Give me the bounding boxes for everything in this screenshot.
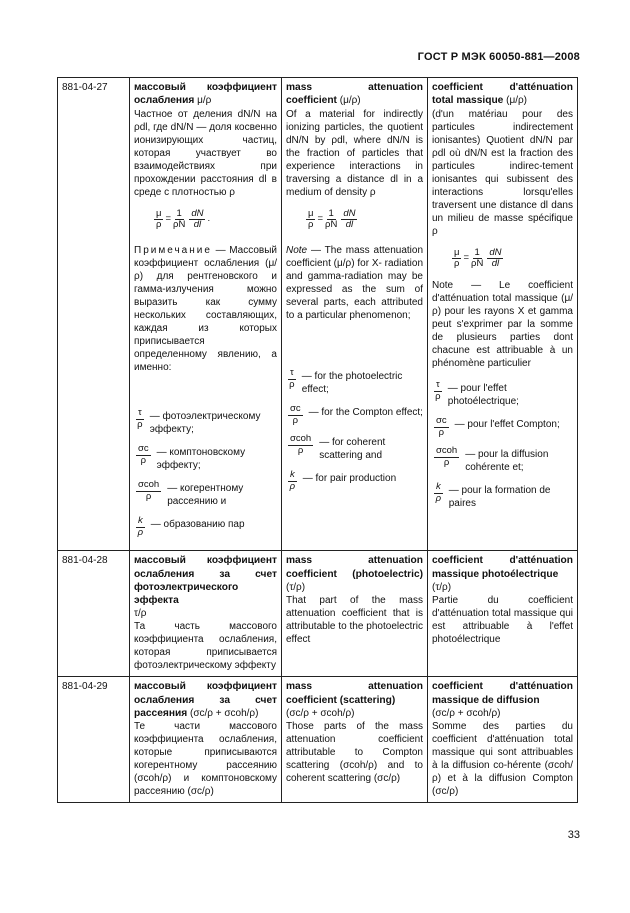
- ru-term: массовый коэффициент ослабления за счет рассеяния: [134, 681, 277, 719]
- list-item: $\frac{\tau}{\rho}$ — for the photoelectric effect;: [289, 367, 403, 396]
- ru-symbol: μ/ρ: [197, 95, 212, 107]
- fr-symbol: (τ/ρ): [432, 581, 452, 593]
- fr-items: [432, 380, 573, 510]
- table-row: [58, 677, 578, 803]
- list-item: $\frac{\text{σcoh}}{\rho}$ — pour la diffusion cohérente et;: [436, 445, 549, 474]
- ru-symbol: τ/ρ: [134, 608, 147, 620]
- en-note-label: Note: [286, 245, 308, 257]
- list-item: $\frac{k}{\rho}$ — pour la formation de paires: [435, 481, 551, 510]
- fr-term: coefficient d'atténuation total massique: [432, 82, 573, 107]
- table-row: [58, 551, 578, 677]
- ru-note-label: Примечание: [134, 245, 212, 257]
- fr-term: coefficient d'atténuation massique photoélectrique: [432, 555, 573, 580]
- en-symbol: (σc/ρ + σcoh/ρ): [286, 707, 355, 719]
- fr-symbol: (σc/ρ + σcoh/ρ): [432, 707, 501, 719]
- term-id: 881-04-27: [62, 82, 108, 93]
- list-item: $\frac{\sigma c}{\rho}$ — комптоновскому эффекту;: [138, 443, 246, 472]
- list-item: $\frac{\tau}{\rho}$ — фотоэлектрическому эффекту;: [137, 407, 261, 436]
- list-item: $\frac{k}{\rho}$ — for pair production: [289, 469, 397, 492]
- fr-note-label: Note: [432, 280, 454, 292]
- en-term: mass attenuation coefficient (photoelectric): [286, 555, 423, 580]
- standard-header: ГОСТ Р МЭК 60050-881—2008: [417, 51, 580, 63]
- ru-symbol: (σc/ρ + σcoh/ρ): [189, 707, 259, 719]
- en-note: — The mass attenuation coefficient (μ/ρ) for X- radiation and gamma-radiation may be expressed as the sum of several parts, each attributed to a particular phenomenon;: [286, 245, 424, 322]
- term-id: 881-04-29: [62, 681, 108, 693]
- list-item: $\frac{\text{σcoh}}{\rho}$ — for coherent scattering and: [290, 433, 386, 462]
- en-cell: [282, 78, 428, 551]
- fr-symbol: (μ/ρ): [506, 95, 528, 107]
- fr-cell: [428, 78, 578, 551]
- list-item: $\frac{\sigma c}{\rho}$ — pour l'effet Compton;: [436, 415, 560, 438]
- en-definition: Those parts of the mass attenuation coefficient attributable to Compton scattering (σcoh/ρ) and to coherent scattering (σc/ρ): [286, 720, 423, 784]
- list-item: $\frac{\tau}{\rho}$ — pour l'effet photoélectrique;: [435, 379, 519, 408]
- en-formula: $\frac{\mu}{\rho}$ = $\frac{1}{\rho N}$ $\frac{dN}{dl}$: [308, 207, 356, 230]
- fr-formula: $\frac{\mu}{\rho}$ = $\frac{1}{\rho N}$ $\frac{dN}{dl}$: [454, 246, 502, 269]
- en-symbol: (τ/ρ): [286, 581, 306, 593]
- en-term: mass attenuation coefficient: [286, 82, 423, 107]
- fr-definition: (d'un matériau pour des particules indirectement ionisantes) Quotient dN/N par ρdl où dN/N est la fraction des particules indirec-tement ionisantes qui subissent des interactions lorsqu'elles traversent une distance dl dans un milieu de masse spécifique ρ: [432, 108, 573, 237]
- list-item: $\frac{\sigma c}{\rho}$ — for the Compton effect;: [290, 403, 423, 426]
- term-id-cell: [58, 78, 130, 551]
- fr-term: coefficient d'atténuation massique de diffusion: [432, 681, 573, 706]
- en-definition: Of a material for indirectly ionizing particles, the quotient dN/N by ρdl, where dN/N is the fraction of particles that experience interactions in traversing a distance dl in a medium of density ρ: [286, 108, 423, 198]
- ru-formula: $\frac{\mu}{\rho}$ = $\frac{1}{\rho N}$ $\frac{dN}{dl}$ .: [156, 207, 211, 230]
- ru-definition: Те части массового коэффициента ослабления, которые приписываются когерентному рассеянию (σcoh/ρ) и комптоновскому рассеянию (σc/ρ): [134, 721, 277, 797]
- ru-term: массовый коэффициент ослабления: [134, 82, 277, 107]
- list-item: $\frac{\text{σcoh}}{\rho}$ — когерентному рассеянию и: [138, 479, 244, 508]
- terms-table: [57, 77, 578, 803]
- list-item: $\frac{k}{\rho}$ — образованию пар: [137, 515, 245, 538]
- ru-definition: Та часть массового коэффициента ослабления, которая приписывается фотоэлектрическому эффекту: [134, 621, 277, 672]
- fr-definition: Partie du coefficient d'atténuation total massique qui est attribuable à l'effet photoélectrique: [432, 594, 573, 645]
- page-number: 33: [567, 829, 580, 841]
- en-symbol: (μ/ρ): [339, 95, 361, 107]
- en-items: [286, 368, 423, 492]
- ru-definition: Частное от деления dN/N на ρdl, где dN/N — доля косвенно ионизирующих частиц, которая участвует во взаимодействиях при прохождении расстояния dl в среде с плотностью ρ: [134, 108, 277, 198]
- ru-note: — Массовый коэффициент ослабления (μ/ρ) для рентгеновского и гамма-излучения можно выразить как сумму нескольких составляющих, каждая из которых приписывается определенному явлению, а именно:: [134, 245, 277, 374]
- ru-term: массовый коэффициент ослабления за счет фотоэлектрического эффекта: [134, 555, 277, 606]
- en-definition: That part of the mass attenuation coefficient that is attributable to the photoelectric effect: [286, 594, 423, 645]
- fr-note: — Le coefficient d'atténuation total massique (μ/ρ) pour les rayons X et gamma peut s'exprimer par la somme de plusieurs parties dont chacune est attribuable à un phénomène particulier: [432, 280, 573, 370]
- ru-cell: [130, 78, 282, 551]
- term-id: 881-04-28: [62, 555, 108, 567]
- fr-definition: Somme des parties du coefficient d'atténuation total massique qui sont attribuables à la diffusion co-hérente (σcoh/ρ) et à la diffusion Compton (σc/ρ): [432, 720, 573, 797]
- ru-items: [134, 408, 277, 538]
- table-row: [58, 78, 578, 551]
- en-term: mass attenuation coefficient (scattering): [286, 681, 423, 706]
